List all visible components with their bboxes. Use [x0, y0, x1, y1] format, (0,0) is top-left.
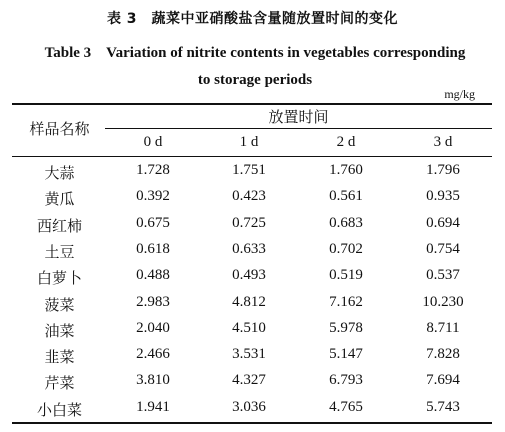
table-row [0, 395, 505, 421]
table-row [0, 342, 505, 368]
cell-value-day-2: 5.147 [329, 346, 363, 363]
cell-value-day-2: 0.683 [329, 214, 363, 231]
cell-value-day-3: 1.796 [426, 162, 460, 178]
cell-value-day-1: 4.327 [232, 372, 266, 389]
table-row [0, 316, 505, 342]
cell-sample-name: 西红柿 [36, 216, 82, 235]
cell-value-day-1: 0.725 [232, 214, 266, 231]
cell-value-day-3: 10.230 [422, 293, 464, 310]
cell-value-day-0: 3.810 [136, 372, 170, 389]
table-row [0, 263, 505, 289]
table-title-cn: 表 3 蔬菜中亚硝酸盐含量随放置时间的变化 [106, 11, 399, 27]
cell-value-day-0: 2.983 [136, 293, 170, 310]
cell-value-day-0: 1.941 [136, 398, 170, 415]
cell-value-day-1: 0.423 [232, 188, 266, 205]
cell-value-day-3: 5.743 [426, 398, 460, 415]
cell-sample-name: 韭菜 [44, 348, 75, 367]
cell-value-day-3: 8.711 [426, 319, 460, 336]
table-row [0, 184, 505, 210]
table-title-en [20, 40, 490, 94]
header-day-0: 0 d [143, 134, 163, 150]
cell-value-day-0: 0.488 [136, 267, 170, 284]
cell-value-day-0: 0.675 [136, 214, 170, 231]
header-storage-time: 放置时间 [268, 108, 329, 126]
cell-value-day-1: 3.036 [232, 398, 266, 415]
header-day-3: 3 d [433, 134, 453, 150]
cell-value-day-3: 0.694 [426, 214, 460, 231]
cell-sample-name: 油菜 [44, 321, 75, 340]
table-title-en-line1: Table 3 Variation of nitrite contents in vegetables corresponding [44, 45, 466, 61]
header-sub-rule [105, 128, 492, 129]
cell-value-day-3: 7.694 [426, 372, 460, 389]
cell-value-day-2: 5.978 [329, 319, 363, 336]
cell-value-day-3: 0.537 [426, 267, 460, 284]
cell-value-day-2: 1.760 [329, 162, 363, 178]
header-day-2: 2 d [336, 134, 356, 150]
cell-sample-name: 大蒜 [44, 164, 75, 182]
header-sample-name: 样品名称 [29, 120, 90, 138]
header-bottom-rule [12, 156, 492, 157]
cell-sample-name: 土豆 [44, 242, 75, 261]
table-row [0, 237, 505, 263]
cell-sample-name: 芹菜 [44, 374, 75, 393]
cell-value-day-1: 4.510 [232, 319, 266, 336]
cell-value-day-2: 0.702 [329, 240, 363, 257]
cell-value-day-0: 1.728 [136, 162, 170, 178]
cell-value-day-3: 0.935 [426, 188, 460, 205]
cell-value-day-2: 7.162 [329, 293, 363, 310]
cell-value-day-1: 1.751 [232, 162, 266, 178]
unit-label: mg/kg [444, 87, 475, 101]
cell-sample-name: 白萝卜 [36, 269, 82, 288]
cell-value-day-0: 0.392 [136, 188, 170, 205]
cell-sample-name: 菠菜 [44, 295, 75, 314]
cell-value-day-1: 4.812 [232, 293, 266, 310]
cell-value-day-1: 0.633 [232, 240, 266, 257]
table-row [0, 158, 505, 184]
table-title-en-line2: to storage periods [197, 72, 313, 88]
table-row [0, 368, 505, 394]
cell-sample-name: 黄瓜 [44, 190, 75, 209]
cell-sample-name: 小白菜 [36, 400, 82, 419]
cell-value-day-1: 3.531 [232, 346, 266, 363]
cell-value-day-2: 0.561 [329, 188, 363, 205]
cell-value-day-0: 0.618 [136, 240, 170, 257]
top-rule [12, 103, 492, 105]
cell-value-day-0: 2.040 [136, 319, 170, 336]
cell-value-day-2: 6.793 [329, 372, 363, 389]
table-row [0, 290, 505, 316]
cell-value-day-2: 4.765 [329, 398, 363, 415]
cell-value-day-3: 7.828 [426, 346, 460, 363]
header-day-1: 1 d [239, 134, 259, 150]
cell-value-day-0: 2.466 [136, 346, 170, 363]
bottom-rule [12, 422, 492, 424]
table-row [0, 211, 505, 237]
cell-value-day-3: 0.754 [426, 240, 460, 257]
cell-value-day-2: 0.519 [329, 267, 363, 284]
cell-value-day-1: 0.493 [232, 267, 266, 284]
